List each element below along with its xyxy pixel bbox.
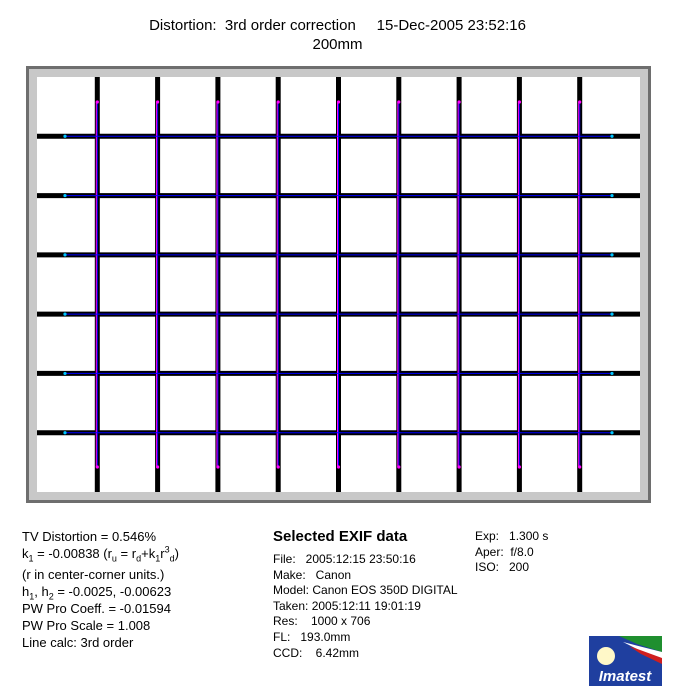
exif-file: File: 2005:12:15 23:50:16	[273, 552, 416, 566]
fit-marker	[156, 100, 159, 103]
exposure-block	[475, 529, 548, 576]
tv-distortion: TV Distortion = 0.546%	[22, 529, 157, 544]
fit-marker	[63, 135, 66, 138]
h-line: $h_1$, $h_2 = -0.0025$, -0.00623	[22, 584, 172, 602]
line-calc: Line calc: 3rd order	[22, 635, 134, 650]
exif-fl: FL: 193.0mm	[273, 629, 351, 644]
fit-marker	[610, 135, 613, 138]
fit-marker	[610, 313, 613, 316]
exif-rows	[273, 552, 458, 661]
results-block	[22, 528, 179, 651]
fit-marker	[277, 100, 280, 103]
fit-marker	[518, 465, 521, 468]
title-line-1: Distortion: 3rd order correction 15-Dec-2005 23:52:16	[149, 17, 526, 34]
exif-model: Model: Canon EOS 350D DIGITAL	[273, 583, 458, 598]
exif-title: Selected EXIF data	[273, 528, 408, 545]
pw-coeff: PW Pro Coeff. = -0.01594	[22, 601, 171, 616]
pw-scale: PW Pro Scale = 1.008	[22, 618, 151, 633]
fit-marker	[578, 465, 581, 468]
fit-marker	[277, 465, 280, 468]
logo-text: Imatest	[598, 668, 652, 685]
exif-ccd: CCD: 6.42mm	[273, 645, 360, 660]
fit-marker	[337, 100, 340, 103]
fit-marker	[63, 431, 66, 434]
fit-marker	[96, 465, 99, 468]
fit-marker	[518, 100, 521, 103]
fit-marker	[458, 100, 461, 103]
fit-marker	[397, 100, 400, 103]
iso: ISO: 200	[475, 560, 530, 575]
fit-marker	[610, 253, 613, 256]
fit-marker	[337, 465, 340, 468]
fit-marker	[96, 100, 99, 103]
fit-marker	[610, 372, 613, 375]
aperture: Aper: f/8.0	[475, 544, 534, 559]
fit-marker	[578, 100, 581, 103]
fit-marker	[216, 465, 219, 468]
exif-taken: Taken: 2005:12:11 19:01:19	[273, 598, 421, 613]
fit-marker	[216, 100, 219, 103]
title-line-2: 200mm	[312, 36, 363, 53]
fit-marker	[458, 465, 461, 468]
fit-marker	[63, 253, 66, 256]
fit-marker	[397, 465, 400, 468]
exif-res: Res: 1000 x 706	[273, 614, 371, 629]
exif-make: Make: Canon	[273, 567, 352, 582]
r-note: (r in center-corner units.)	[22, 567, 165, 582]
fit-marker	[610, 431, 613, 434]
fit-marker	[63, 194, 66, 197]
imatest-logo	[589, 636, 662, 686]
fit-marker	[63, 313, 66, 316]
fit-marker	[63, 372, 66, 375]
exposure-time: Exp: 1.300 s	[475, 529, 549, 543]
fit-marker	[156, 465, 159, 468]
k1-line: $k_1 = -0.00838$ $(r_u = r_d+k_1r^3_d)$	[22, 544, 179, 564]
fit-marker	[610, 194, 613, 197]
